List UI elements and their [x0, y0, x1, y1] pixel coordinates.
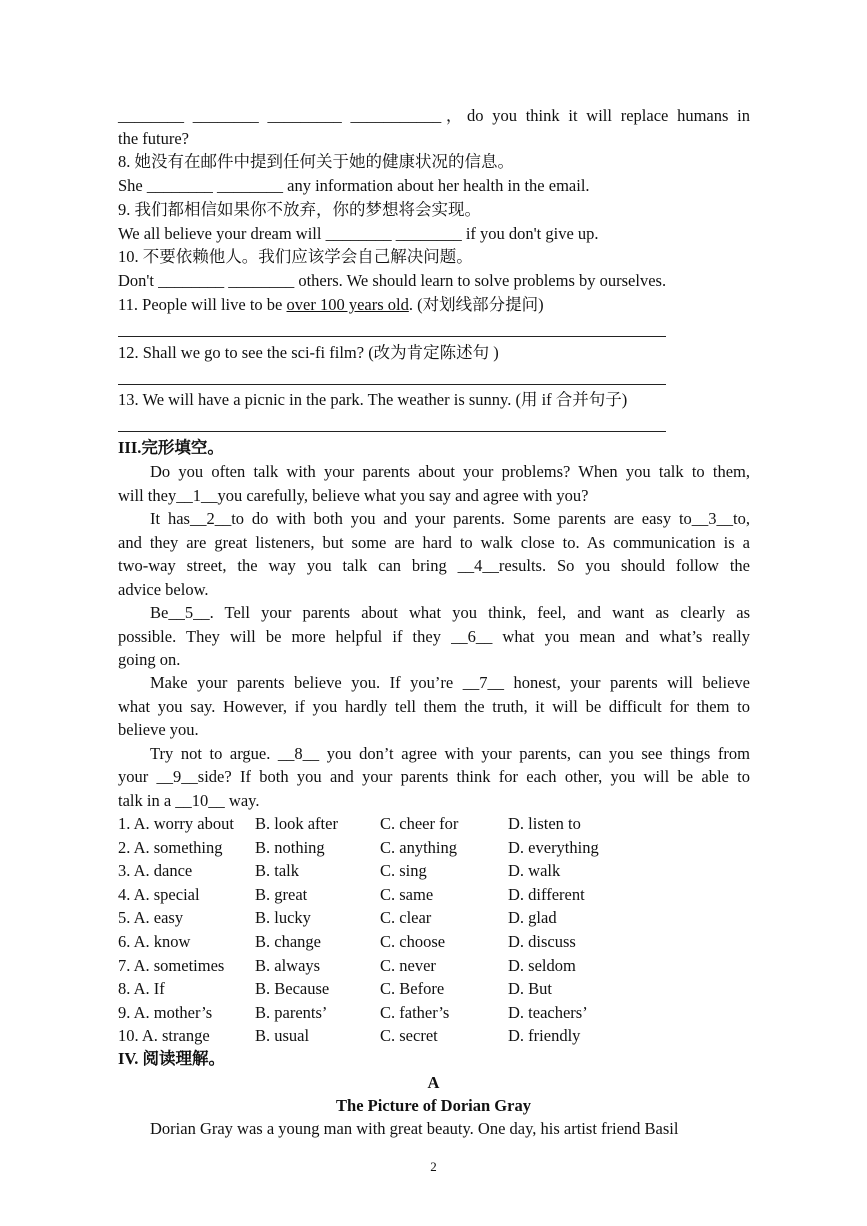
option-b: B. lucky — [255, 908, 311, 928]
option-d: D. different — [508, 884, 585, 904]
option-a: 2. A. something — [118, 837, 223, 857]
option-d: D. walk — [508, 861, 561, 881]
passage-line: possible. They will be more helpful if they __6__ what you mean and what’s really — [118, 627, 750, 646]
question-11-underlined: over 100 years old — [286, 295, 409, 314]
question-8-english: She ________ ________ any information about her health in the email. — [118, 176, 590, 195]
question-10-english: Don't ________ ________ others. We should learn to solve problems by ourselves. — [118, 271, 667, 290]
passage-line: talk in a __10__ way. — [118, 791, 260, 810]
section-3-heading: III.完形填空。 — [118, 438, 224, 457]
option-c: C. secret — [380, 1026, 438, 1046]
passage-line: your __9__side? If both you and your parents think for each other, you will be able to — [118, 767, 750, 786]
option-d: D. friendly — [508, 1026, 581, 1046]
passage-line: Try not to argue. __8__ you don’t agree with your parents, can you see things from — [150, 744, 750, 763]
option-b: B. usual — [255, 1026, 310, 1046]
section-4-heading: IV. 阅读理解。 — [118, 1049, 225, 1068]
option-b: B. nothing — [255, 837, 325, 857]
option-b: B. great — [255, 884, 308, 904]
question-11 — [118, 295, 544, 315]
option-a: 1. A. worry about — [118, 814, 234, 833]
option-c: C. Before — [380, 979, 445, 999]
page-number: 2 — [430, 1159, 437, 1174]
option-c: C. clear — [380, 908, 432, 928]
option-b: B. talk — [255, 861, 299, 881]
option-c: C. anything — [380, 837, 457, 857]
passage-line: will they__1__you carefully, believe what you say and agree with you? — [118, 486, 589, 505]
option-b: B. look after — [255, 814, 338, 833]
passage-line: believe you. — [118, 720, 199, 739]
reading-first-line: Dorian Gray was a young man with great beauty. One day, his artist friend Basil — [150, 1119, 679, 1138]
passage-line: Do you often talk with your parents about your problems? When you talk to them, — [150, 462, 750, 481]
passage-line: two-way street, the way you talk can bring __4__results. So you should follow the — [118, 556, 750, 575]
option-b: B. always — [255, 955, 321, 975]
question-11-prefix: 11. People will live to be — [118, 295, 287, 314]
reading-title: The Picture of Dorian Gray — [336, 1096, 531, 1115]
option-c: C. sing — [380, 861, 427, 881]
passage-line: It has__2__to do with both you and your parents. Some parents are easy to__3__to, — [150, 509, 750, 528]
question-11-suffix: . (对划线部分提问) — [408, 295, 544, 314]
question-10-chinese: 10. 不要依赖他人。我们应该学会自己解决问题。 — [118, 247, 473, 266]
question-9-english: We all believe your dream will ________ ________ if you don't give up. — [118, 224, 599, 243]
option-a: 5. A. easy — [118, 908, 184, 928]
option-c: C. father’s — [380, 1002, 450, 1022]
option-d: D. teachers’ — [508, 1002, 588, 1022]
passage-line: going on. — [118, 650, 181, 669]
question-7-continuation: the future? — [118, 129, 190, 148]
option-b: B. change — [255, 932, 321, 951]
option-d: D. But — [508, 979, 553, 999]
question-13: 13. We will have a picnic in the park. The weather is sunny. (用 if 合并句子) — [118, 390, 628, 409]
option-b: B. parents’ — [255, 1002, 328, 1022]
option-a: 6. A. know — [118, 932, 191, 951]
question-8-chinese: 8. 她没有在邮件中提到任何关于她的健康状况的信息。 — [118, 152, 514, 171]
question-9-chinese: 9. 我们都相信如果你不放弃，你的梦想将会实现。 — [118, 200, 481, 219]
option-a: 7. A. sometimes — [118, 955, 225, 975]
passage-line: what you say. However, if you hardly tell them the truth, it will be difficult for them to — [118, 697, 750, 716]
answer-line-11 — [118, 336, 666, 337]
answer-line-12 — [118, 384, 666, 385]
option-d: D. listen to — [508, 814, 581, 833]
passage-line: Make your parents believe you. If you’re __7__ honest, your parents will believe — [150, 673, 750, 692]
reading-label: A — [427, 1073, 440, 1092]
option-d: D. glad — [508, 908, 557, 928]
option-a: 10. A. strange — [118, 1026, 210, 1046]
option-a: 9. A. mother’s — [118, 1002, 213, 1022]
option-d: D. discuss — [508, 932, 576, 951]
question-12: 12. Shall we go to see the sci-fi film? (改为肯定陈述句 ) — [118, 343, 499, 362]
passage-line: and they are great listeners, but some are hard to walk close to. As communication is a — [118, 533, 750, 552]
option-c: C. cheer for — [380, 814, 459, 833]
option-b: B. Because — [255, 979, 330, 999]
option-a: 3. A. dance — [118, 861, 193, 881]
passage-line: Be__5__. Tell your parents about what you think, feel, and want as clearly as — [150, 603, 750, 622]
option-c: C. same — [380, 884, 434, 904]
answer-line-13 — [118, 431, 666, 432]
option-a: 4. A. special — [118, 884, 200, 904]
option-a: 8. A. If — [118, 979, 165, 999]
option-c: C. choose — [380, 932, 446, 951]
option-d: D. seldom — [508, 955, 576, 975]
option-d: D. everything — [508, 837, 599, 857]
option-c: C. never — [380, 955, 436, 975]
passage-line: advice below. — [118, 580, 209, 599]
question-7-line: ________ ________ _________ ___________，do you think it will replace humans in — [118, 106, 750, 125]
